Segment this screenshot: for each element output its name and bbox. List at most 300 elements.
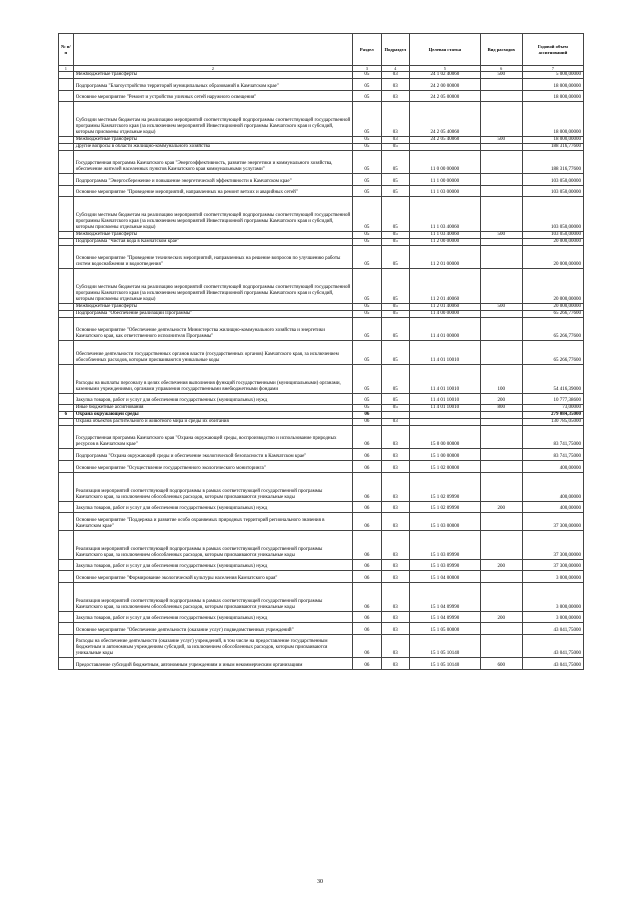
table-row (59, 246, 584, 269)
row-razdel: 05 (353, 311, 381, 318)
table-row (59, 559, 584, 571)
row-podrazdel: 05 (381, 304, 409, 311)
row-razdel: 05 (353, 150, 381, 173)
row-number (59, 472, 74, 501)
row-target-article: 11 4 01 10010 (410, 364, 481, 393)
row-podrazdel: 03 (381, 634, 409, 657)
row-number (59, 150, 74, 173)
table-row (59, 364, 584, 393)
row-target-article: 24 2 05 00000 (410, 90, 481, 102)
row-name: Другие вопросы в области жилищно-коммунального хозяйства (73, 143, 352, 150)
row-number (59, 449, 74, 461)
row-amount: 65 266,77600 (522, 341, 583, 364)
header-annual-amount: Годовой объем ассигнований (522, 34, 583, 66)
row-number (59, 364, 74, 393)
row-amount: 65 266,77600 (522, 311, 583, 318)
row-target-article: 15 0 00 00000 (410, 426, 481, 449)
row-number (59, 571, 74, 583)
row-target-article: 15 1 04 00000 (410, 571, 481, 583)
row-razdel: 06 (353, 419, 381, 426)
row-razdel: 05 (353, 364, 381, 393)
row-amount: 103 050,00000 (522, 197, 583, 232)
row-expense-type: 800 (480, 405, 522, 412)
row-expense-type: 200 (480, 501, 522, 513)
row-podrazdel: 05 (381, 143, 409, 150)
table-row (59, 102, 584, 137)
row-razdel: 05 (353, 318, 381, 341)
column-index: 5 (410, 66, 481, 72)
row-podrazdel: 05 (381, 318, 409, 341)
row-number (59, 72, 74, 79)
column-index: 1 (59, 66, 74, 72)
row-amount: 188 316,77600 (522, 143, 583, 150)
row-razdel: 05 (353, 185, 381, 197)
row-amount: 18 000,00000 (522, 90, 583, 102)
row-podrazdel: 03 (381, 449, 409, 461)
row-number (59, 559, 74, 571)
row-name: Межбюджетные трансферты (73, 72, 352, 79)
row-target-article: 15 1 05 00000 (410, 623, 481, 635)
row-amount: 130 785,05000 (522, 419, 583, 426)
row-number (59, 232, 74, 239)
row-target-article: 24 2 00 00000 (410, 79, 481, 91)
row-target-article: 11 2 01 00000 (410, 246, 481, 269)
row-number: 6 (59, 412, 74, 419)
row-podrazdel: 03 (381, 501, 409, 513)
row-podrazdel: 03 (381, 658, 409, 670)
row-target-article: 15 1 00 00000 (410, 449, 481, 461)
row-expense-type (480, 530, 522, 559)
row-razdel: 06 (353, 634, 381, 657)
row-podrazdel: 05 (381, 232, 409, 239)
row-razdel: 06 (353, 571, 381, 583)
table-row (59, 611, 584, 623)
row-target-article: 15 1 05 10140 (410, 634, 481, 657)
row-name: Основное мероприятие "Проведение мероприятий, направленных на ремонт ветхих и аварийных сетей" (73, 185, 352, 197)
row-podrazdel: 03 (381, 72, 409, 79)
row-expense-type (480, 419, 522, 426)
row-podrazdel: 03 (381, 460, 409, 472)
row-name: Расходы на выплаты персоналу в целях обеспечения выполнения функций государственными (муниципальными) органами, казенными учреждениями, органами управления государственными внебюджетными фондами (73, 364, 352, 393)
row-name: Закупка товаров, работ и услуг для обеспечения государственных (муниципальных) нужд (73, 393, 352, 405)
row-name: Субсидии местным бюджетам на реализацию мероприятий соответствующей подпрограммы соответствующей государственной программы Камчатского края (за исключением мероприятий Инвестиционной программы Камчатского края и субсидий, которым присвоены отдельные коды) (73, 102, 352, 137)
row-amount: 103 050,00000 (522, 232, 583, 239)
row-amount: 279 084,35000 (522, 412, 583, 419)
row-number (59, 405, 74, 412)
row-podrazdel: 03 (381, 426, 409, 449)
row-expense-type: 500 (480, 72, 522, 79)
row-target-article: 11 2 00 00000 (410, 239, 481, 246)
table-row (59, 460, 584, 472)
table-row (59, 269, 584, 304)
row-expense-type (480, 318, 522, 341)
row-name: Подпрограмма "Чистая вода в Камчатском крае" (73, 239, 352, 246)
row-target-article: 11 1 03 00000 (410, 185, 481, 197)
row-expense-type (480, 79, 522, 91)
row-amount: 43 041,75000 (522, 658, 583, 670)
row-podrazdel: 03 (381, 102, 409, 137)
row-amount: 20 000,00000 (522, 239, 583, 246)
table-body (59, 72, 584, 670)
row-razdel: 06 (353, 658, 381, 670)
document-page (58, 33, 584, 670)
table-row (59, 239, 584, 246)
row-number (59, 239, 74, 246)
row-number (59, 582, 74, 611)
row-number (59, 658, 74, 670)
column-index: 4 (381, 66, 409, 72)
row-amount: 83 741,75000 (522, 449, 583, 461)
table-row (59, 582, 584, 611)
row-target-article: 11 4 01 10010 (410, 393, 481, 405)
row-expense-type: 500 (480, 232, 522, 239)
table-row (59, 143, 584, 150)
row-razdel: 06 (353, 582, 381, 611)
row-razdel: 06 (353, 623, 381, 635)
row-target-article: 15 1 03 09990 (410, 530, 481, 559)
row-expense-type (480, 623, 522, 635)
row-target-article: 24 2 05 40060 (410, 136, 481, 143)
table-row (59, 472, 584, 501)
row-podrazdel: 05 (381, 246, 409, 269)
table-header-row (59, 34, 584, 66)
row-name: Охрана окружающей среды (73, 412, 352, 419)
table-row (59, 311, 584, 318)
row-name: Подпрограмма "Энергосбережение и повышение энергетической эффективности в Камчатском крае" (73, 174, 352, 186)
row-podrazdel: 03 (381, 571, 409, 583)
row-name: Иные бюджетные ассигнования (73, 405, 352, 412)
row-expense-type (480, 449, 522, 461)
row-number (59, 185, 74, 197)
row-amount: 103 050,00000 (522, 174, 583, 186)
row-amount: 3 000,00000 (522, 571, 583, 583)
row-razdel: 06 (353, 611, 381, 623)
row-name: Основное мероприятие "Обеспечение деятельности Министерства жилищно-коммунального хозяйства и энергетики Камчатского края, как ответственного исполнителя Программы" (73, 318, 352, 341)
row-target-article: 15 1 05 10140 (410, 658, 481, 670)
row-razdel: 05 (353, 102, 381, 137)
row-name: Государственная программа Камчатского края "Охрана окружающей среды, воспроизводство и использование природных ресурсов в Камчатском крае" (73, 426, 352, 449)
row-expense-type (480, 239, 522, 246)
row-podrazdel: 05 (381, 174, 409, 186)
header-num: № п/п (59, 34, 74, 66)
row-amount: 18 000,00000 (522, 102, 583, 137)
row-razdel: 05 (353, 72, 381, 79)
row-amount: 20 000,00000 (522, 269, 583, 304)
row-name: Реализация мероприятий соответствующей подпрограммы в рамках соответствующей государственной программы Камчатского края, за исключением обособленных расходов, которым присваиваются уникальные коды (73, 530, 352, 559)
header-target-article: Целевая статья (410, 34, 481, 66)
row-target-article: 11 1 00 00000 (410, 174, 481, 186)
table-row (59, 72, 584, 79)
row-expense-type (480, 246, 522, 269)
row-name: Основное мероприятие "Формирование экологической культуры населения Камчатского края" (73, 571, 352, 583)
table-row (59, 79, 584, 91)
row-expense-type (480, 412, 522, 419)
row-number (59, 611, 74, 623)
row-podrazdel: 05 (381, 311, 409, 318)
row-number (59, 143, 74, 150)
row-expense-type: 100 (480, 364, 522, 393)
table-row (59, 197, 584, 232)
row-number (59, 341, 74, 364)
row-amount: 3 000,00000 (522, 611, 583, 623)
row-podrazdel: 03 (381, 582, 409, 611)
page-number: 30 (317, 879, 323, 885)
row-number (59, 419, 74, 426)
row-razdel: 05 (353, 143, 381, 150)
column-index: 3 (353, 66, 381, 72)
row-podrazdel (381, 412, 409, 419)
table-row (59, 426, 584, 449)
row-name: Реализация мероприятий соответствующей подпрограммы в рамках соответствующей государственной программы Камчатского края, за исключением обособленных расходов, которым присваиваются уникальные коды (73, 582, 352, 611)
row-expense-type: 500 (480, 136, 522, 143)
row-razdel: 05 (353, 405, 381, 412)
row-razdel: 05 (353, 174, 381, 186)
row-number (59, 174, 74, 186)
row-podrazdel: 03 (381, 79, 409, 91)
row-target-article: 15 1 04 09990 (410, 582, 481, 611)
row-razdel: 05 (353, 269, 381, 304)
row-target-article: 11 4 01 10010 (410, 405, 481, 412)
row-target-article (410, 143, 481, 150)
row-target-article: 15 1 03 00000 (410, 513, 481, 530)
table-row (59, 501, 584, 513)
row-name: Реализация мероприятий соответствующей подпрограммы в рамках соответствующей государственной программы Камчатского края, за исключением обособленных расходов, которым присваиваются уникальные коды (73, 472, 352, 501)
row-amount: 18 000,00000 (522, 136, 583, 143)
row-number (59, 318, 74, 341)
row-target-article: 11 2 01 40060 (410, 269, 481, 304)
row-name: Подпрограмма "Обеспечение реализации Программы" (73, 311, 352, 318)
row-number (59, 79, 74, 91)
table-row (59, 232, 584, 239)
row-expense-type (480, 634, 522, 657)
row-number (59, 634, 74, 657)
row-name: Межбюджетные трансферты (73, 304, 352, 311)
row-expense-type (480, 150, 522, 173)
table-row (59, 449, 584, 461)
table-row (59, 412, 584, 419)
table-row (59, 405, 584, 412)
row-target-article: 24 1 02 40060 (410, 72, 481, 79)
row-expense-type (480, 571, 522, 583)
row-name: Основное мероприятие "Ремонт и устройство уличных сетей наружного освещения" (73, 90, 352, 102)
table-row (59, 658, 584, 670)
row-name: Государственная программа Камчатского края "Энергоэффективность, развитие энергетики и коммунального хозяйства, обеспечение жителей населенных пунктов Камчатского края коммунальными услугами" (73, 150, 352, 173)
row-podrazdel: 05 (381, 150, 409, 173)
row-number (59, 530, 74, 559)
row-name: Охрана объектов растительного и животного мира и среды их обитания (73, 419, 352, 426)
row-number (59, 501, 74, 513)
row-name: Основное мероприятие "Осуществление государственного экологического мониторинга" (73, 460, 352, 472)
row-podrazdel: 03 (381, 419, 409, 426)
row-razdel: 06 (353, 449, 381, 461)
row-amount: 37 300,00000 (522, 559, 583, 571)
row-podrazdel: 03 (381, 472, 409, 501)
row-podrazdel: 05 (381, 364, 409, 393)
row-number (59, 102, 74, 137)
row-expense-type (480, 185, 522, 197)
row-expense-type (480, 513, 522, 530)
row-razdel: 06 (353, 501, 381, 513)
row-number (59, 136, 74, 143)
row-expense-type (480, 311, 522, 318)
row-expense-type: 600 (480, 658, 522, 670)
row-amount: 5 000,00000 (522, 72, 583, 79)
row-name: Основное мероприятие "Обеспечение деятельности (оказание услуг) подведомственных учреждений" (73, 623, 352, 635)
row-expense-type (480, 102, 522, 137)
row-podrazdel: 03 (381, 559, 409, 571)
row-podrazdel: 05 (381, 185, 409, 197)
row-number (59, 304, 74, 311)
row-target-article: 11 4 01 10010 (410, 341, 481, 364)
row-podrazdel: 03 (381, 611, 409, 623)
row-target-article: 15 1 02 09990 (410, 472, 481, 501)
row-target-article: 24 2 05 40060 (410, 102, 481, 137)
row-name: Подпрограмма "Благоустройство территорий муниципальных образований в Камчатском крае" (73, 79, 352, 91)
row-amount: 37 300,00000 (522, 513, 583, 530)
table-row (59, 136, 584, 143)
row-razdel: 06 (353, 412, 381, 419)
row-amount: 400,00000 (522, 501, 583, 513)
row-target-article: 11 2 01 40060 (410, 304, 481, 311)
row-podrazdel: 03 (381, 513, 409, 530)
row-razdel: 05 (353, 239, 381, 246)
row-expense-type: 200 (480, 559, 522, 571)
row-target-article: 11 1 03 40060 (410, 197, 481, 232)
row-number (59, 246, 74, 269)
header-podrazdel: Подраздел (381, 34, 409, 66)
row-target-article: 15 1 03 09990 (410, 559, 481, 571)
table-row (59, 393, 584, 405)
row-name: Субсидии местным бюджетам на реализацию мероприятий соответствующей подпрограммы соответствующей государственной программы Камчатского края (за исключением мероприятий Инвестиционной программы Камчатского края и субсидий, которым присвоены отдельные коды) (73, 197, 352, 232)
row-amount: 65 266,77600 (522, 318, 583, 341)
row-amount: 188 316,77600 (522, 150, 583, 173)
header-razdel: Раздел (353, 34, 381, 66)
row-amount: 20 000,00000 (522, 304, 583, 311)
row-amount: 54 416,39000 (522, 364, 583, 393)
row-podrazdel: 03 (381, 623, 409, 635)
row-name: Обеспечение деятельности государственных органов власти (государственных органов) Камчатского края, за исключением обособленных расходов, которым присваиваются уникальные коды (73, 341, 352, 364)
header-name (73, 34, 352, 66)
row-podrazdel: 03 (381, 530, 409, 559)
row-expense-type (480, 90, 522, 102)
row-target-article: 11 4 00 00000 (410, 311, 481, 318)
row-name: Межбюджетные трансферты (73, 232, 352, 239)
row-expense-type (480, 472, 522, 501)
row-razdel: 05 (353, 90, 381, 102)
row-podrazdel: 05 (381, 405, 409, 412)
row-podrazdel: 05 (381, 239, 409, 246)
row-target-article (410, 412, 481, 419)
row-expense-type (480, 460, 522, 472)
row-amount: 400,00000 (522, 472, 583, 501)
row-razdel: 05 (353, 232, 381, 239)
table-row (59, 571, 584, 583)
row-target-article: 15 1 04 09990 (410, 611, 481, 623)
row-razdel: 05 (353, 393, 381, 405)
row-amount: 20 000,00000 (522, 246, 583, 269)
row-amount: 37 300,00000 (522, 530, 583, 559)
row-expense-type: 200 (480, 611, 522, 623)
row-number (59, 197, 74, 232)
header-expense-type: Вид расходов (480, 34, 522, 66)
row-name: Закупка товаров, работ и услуг для обеспечения государственных (муниципальных) нужд (73, 611, 352, 623)
row-expense-type (480, 269, 522, 304)
row-name: Подпрограмма "Охрана окружающей среды и обеспечение экологической безопасности в Камчатском крае" (73, 449, 352, 461)
table-row (59, 318, 584, 341)
table-row (59, 634, 584, 657)
row-razdel: 06 (353, 472, 381, 501)
row-amount: 3 000,00000 (522, 582, 583, 611)
row-podrazdel: 05 (381, 269, 409, 304)
row-expense-type: 200 (480, 393, 522, 405)
table-row (59, 419, 584, 426)
table-row (59, 530, 584, 559)
row-name: Закупка товаров, работ и услуг для обеспечения государственных (муниципальных) нужд (73, 501, 352, 513)
row-expense-type: 500 (480, 304, 522, 311)
row-podrazdel: 05 (381, 393, 409, 405)
row-expense-type (480, 582, 522, 611)
row-amount: 43 041,75000 (522, 634, 583, 657)
row-expense-type (480, 426, 522, 449)
row-razdel: 05 (353, 197, 381, 232)
row-name: Межбюджетные трансферты (73, 136, 352, 143)
table-row (59, 174, 584, 186)
row-razdel: 06 (353, 513, 381, 530)
row-amount: 83 741,75000 (522, 426, 583, 449)
row-podrazdel: 03 (381, 90, 409, 102)
row-amount: 103 050,00000 (522, 185, 583, 197)
row-amount: 73,00000 (522, 405, 583, 412)
column-index: 7 (522, 66, 583, 72)
row-amount: 43 041,75000 (522, 623, 583, 635)
row-razdel: 06 (353, 460, 381, 472)
row-number (59, 513, 74, 530)
row-target-article (410, 419, 481, 426)
row-number (59, 426, 74, 449)
row-target-article: 11 4 01 00000 (410, 318, 481, 341)
row-amount: 10 777,38600 (522, 393, 583, 405)
row-number (59, 623, 74, 635)
row-amount: 400,00000 (522, 460, 583, 472)
row-name: Субсидии местным бюджетам на реализацию мероприятий соответствующей подпрограммы соответствующей государственной программы Камчатского края (за исключением мероприятий Инвестиционной программы Камчатского края и субсидий, которым присвоены отдельные коды) (73, 269, 352, 304)
row-podrazdel: 03 (381, 136, 409, 143)
row-number (59, 393, 74, 405)
row-name: Основное мероприятие "Проведение технических мероприятий, направленных на решение вопросов по улучшению работы систем водоснабжения и водоотведения" (73, 246, 352, 269)
row-razdel: 06 (353, 426, 381, 449)
row-razdel: 06 (353, 559, 381, 571)
row-expense-type (480, 143, 522, 150)
row-expense-type (480, 341, 522, 364)
column-index: 6 (480, 66, 522, 72)
row-name: Закупка товаров, работ и услуг для обеспечения государственных (муниципальных) нужд (73, 559, 352, 571)
row-number (59, 460, 74, 472)
table-row (59, 513, 584, 530)
row-razdel: 05 (353, 304, 381, 311)
budget-table (58, 33, 584, 670)
row-razdel: 05 (353, 136, 381, 143)
table-row (59, 341, 584, 364)
row-name: Расходы на обеспечение деятельности (оказание услуг) учреждений, в том числе на предоставление государственным бюджетным и автономным учреждениям субсидий, за исключением обособленных расходов, которым присваиваются уникальные коды (73, 634, 352, 657)
row-number (59, 90, 74, 102)
row-amount: 18 000,00000 (522, 79, 583, 91)
row-podrazdel: 05 (381, 197, 409, 232)
row-podrazdel: 05 (381, 341, 409, 364)
row-target-article: 11 1 03 40060 (410, 232, 481, 239)
row-target-article: 15 1 02 09990 (410, 501, 481, 513)
row-name: Основное мероприятие "Поддержка и развитие особо охраняемых природных территорий регионального значения в Камчатском крае" (73, 513, 352, 530)
table-row (59, 150, 584, 173)
table-row (59, 185, 584, 197)
